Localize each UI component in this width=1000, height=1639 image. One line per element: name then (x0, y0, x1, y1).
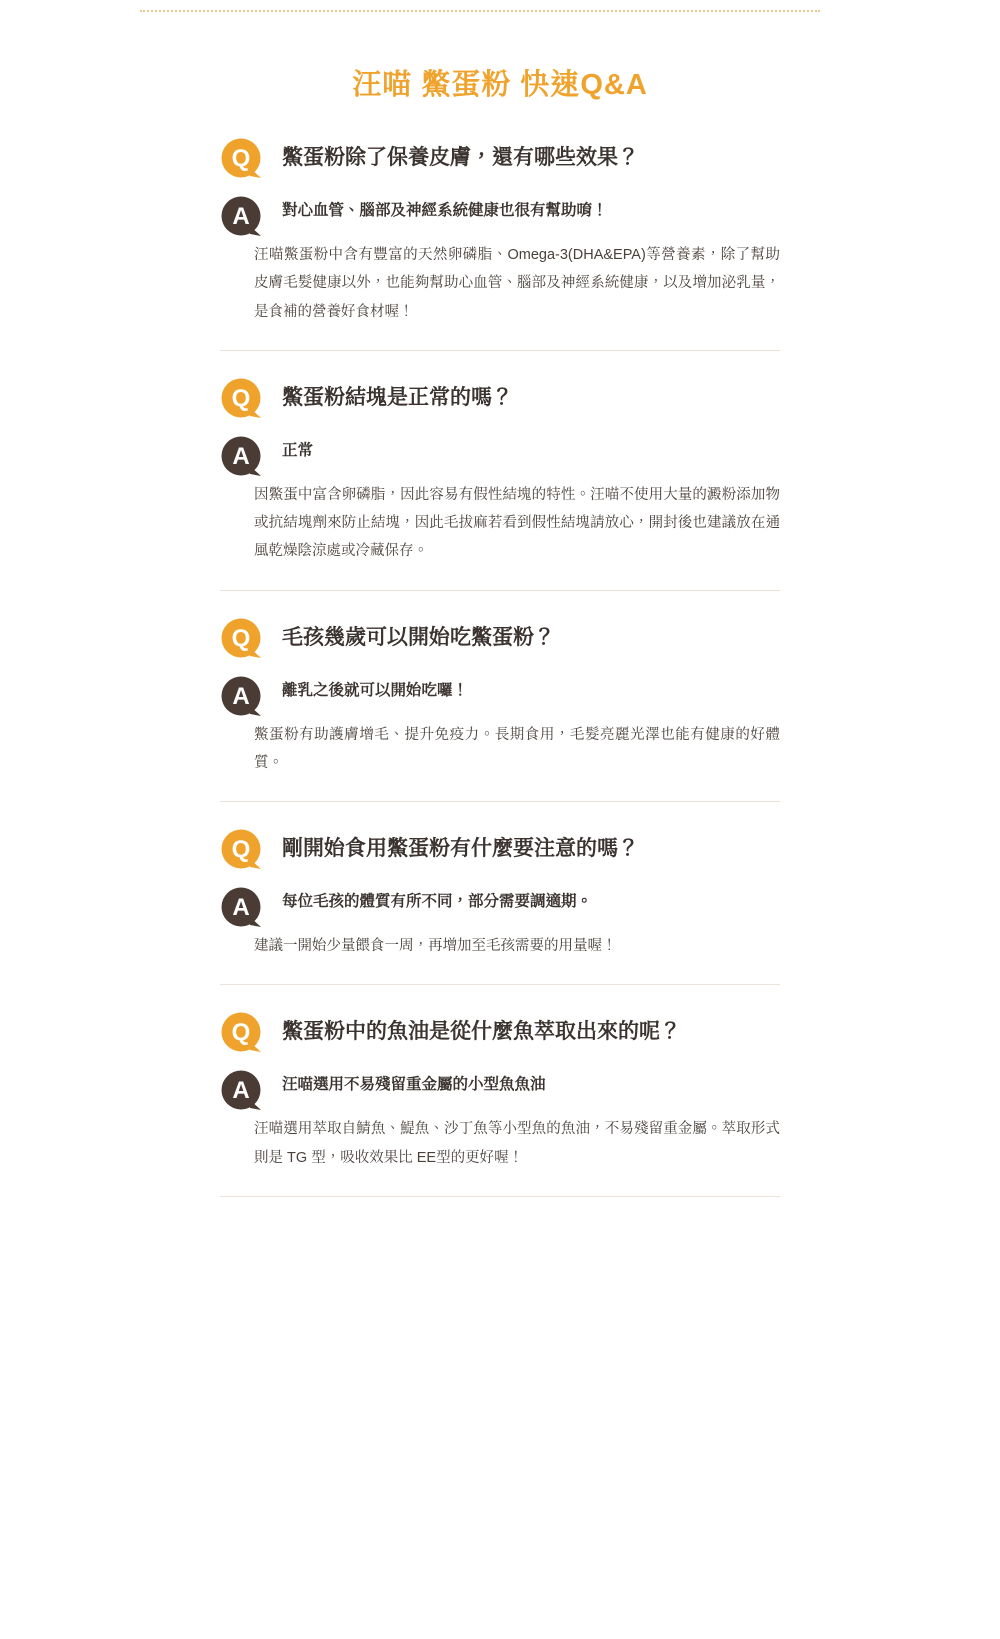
answer-row (220, 435, 780, 479)
svg-text:Q: Q (231, 145, 251, 172)
svg-text:A: A (232, 442, 250, 470)
answer-body: 建議一開始少量餵食一周，再增加至毛孩需要的用量喔！ (254, 938, 617, 955)
question-badge-icon (220, 377, 266, 423)
question-text: 鱉蛋粉中的魚油是從什麼魚萃取出來的呢？ (282, 1020, 681, 1044)
svg-text:A: A (232, 1077, 250, 1105)
faq-item (220, 350, 780, 584)
question-badge-icon (220, 137, 266, 183)
answer-row (220, 1069, 780, 1113)
answer-body: 鱉蛋粉有助護膚增毛、提升免疫力。長期食用，毛髮亮麗光澤也能有健康的好體質。 (254, 726, 780, 771)
answer-badge-icon (220, 195, 266, 241)
answer-body: 因鱉蛋中富含卵磷脂，因此容易有假性結塊的特性。汪喵不使用大量的澱粉添加物或抗結塊劑來防止結塊，因此毛拔麻若看到假性結塊請放心，開封後也建議放在通風乾燥陰涼處或冷藏保存。 (254, 486, 780, 560)
svg-text:A: A (232, 682, 250, 710)
question-badge-icon (220, 828, 266, 874)
question-row (220, 828, 780, 872)
faq-item (220, 590, 780, 796)
svg-text:Q: Q (231, 384, 251, 412)
question-text: 鱉蛋粉結塊是正常的嗎？ (282, 385, 513, 409)
page-bottom-spacer (0, 1197, 1000, 1237)
answer-body: 汪喵鱉蛋粉中含有豐富的天然卵磷脂、Omega-3(DHA&EPA)等營養素，除了幫助皮膚毛髮健康以外，也能夠幫助心血管、腦部及神經系統健康，以及增加泌乳量，是食補的營養好食材喔！ (254, 247, 780, 320)
question-text: 剛開始食用鱉蛋粉有什麼要注意的嗎？ (282, 837, 639, 861)
question-badge-icon (220, 1011, 266, 1057)
question-row (220, 377, 780, 421)
question-row (220, 617, 780, 661)
faq-item (220, 137, 780, 344)
answer-heading: 正常 (282, 441, 314, 459)
answer-row (220, 195, 780, 239)
svg-text:Q: Q (231, 624, 251, 652)
svg-text:Q: Q (231, 836, 251, 864)
answer-badge-icon (220, 1069, 266, 1115)
svg-text:Q: Q (231, 1019, 251, 1047)
dotted-divider-top (140, 10, 820, 12)
answer-badge-icon (220, 675, 266, 721)
question-badge-icon (220, 617, 266, 663)
answer-heading: 每位毛孩的體質有所不同，部分需要調適期。 (282, 893, 593, 911)
question-text: 毛孩幾歲可以開始吃鱉蛋粉？ (282, 625, 555, 649)
page-title: 汪喵 鱉蛋粉 快速Q&A (352, 69, 648, 101)
question-row (220, 1011, 780, 1055)
faq-list (220, 113, 780, 1190)
faq-item (220, 984, 780, 1190)
faq-item (220, 801, 780, 978)
answer-body: 汪喵選用萃取自鯖魚、鯷魚、沙丁魚等小型魚的魚油，不易殘留重金屬。萃取形式則是 TG 型，吸收效果比 EE型的更好喔！ (254, 1121, 780, 1166)
question-text: 鱉蛋粉除了保養皮膚，還有哪些效果？ (282, 146, 639, 169)
answer-heading: 對心血管、腦部及神經系統健康也很有幫助唷！ (282, 202, 608, 219)
svg-text:A: A (232, 203, 250, 230)
answer-row (220, 675, 780, 719)
answer-row (220, 886, 780, 930)
answer-heading: 汪喵選用不易殘留重金屬的小型魚魚油 (282, 1076, 546, 1094)
answer-badge-icon (220, 435, 266, 481)
question-row (220, 137, 780, 181)
answer-badge-icon (220, 886, 266, 932)
svg-text:A: A (232, 894, 250, 922)
answer-heading: 離乳之後就可以開始吃囉！ (282, 681, 469, 699)
